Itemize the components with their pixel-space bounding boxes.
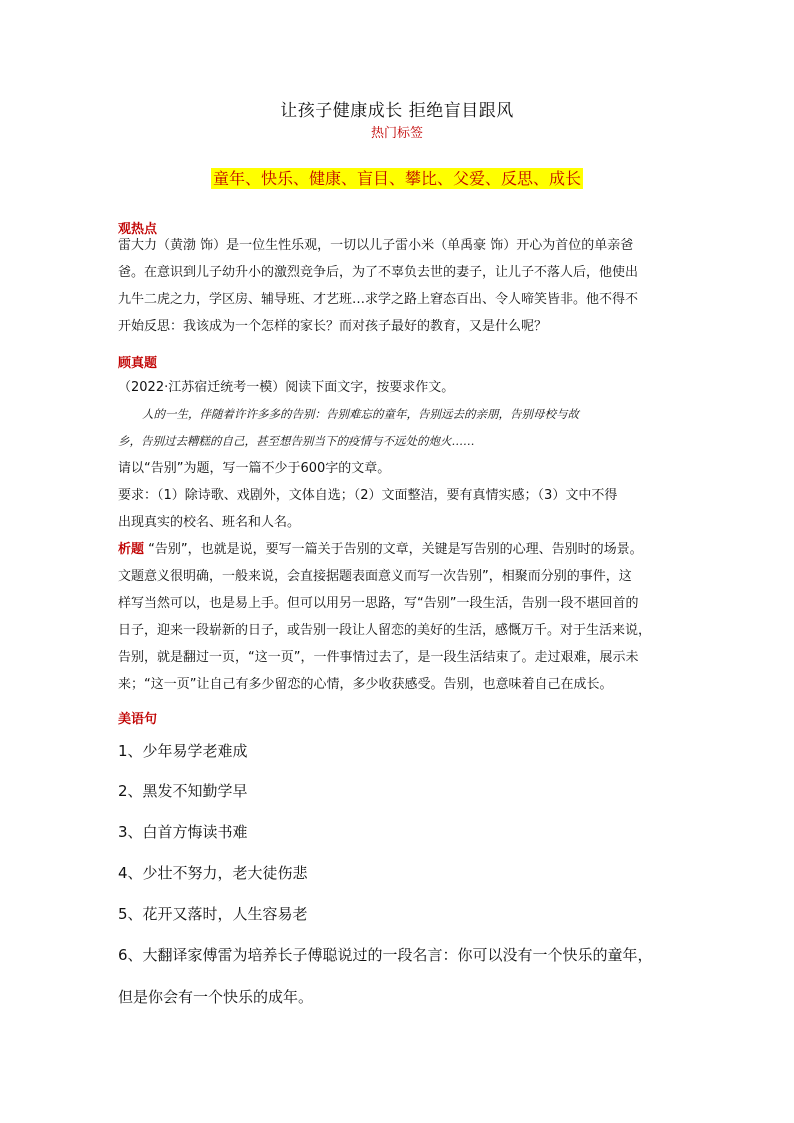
analysis-line: 告别，就是翻过一页，“这一页”，一件事情过去了，是一段生活结束了。走过艰难，展示未 (118, 650, 639, 665)
page-subtitle: 热门标签 (370, 126, 423, 141)
page-title: 让孩子健康成长 拒绝盲目跟风 (280, 101, 514, 121)
analysis-paragraph (118, 536, 678, 698)
viewpoint-heading: 观热点 (118, 222, 158, 237)
quotes-heading: 美语句 (118, 712, 158, 727)
viewpoint-line: 开始反思：我该成为一个怎样的家长？而对孩子最好的教育，又是什么呢？ (118, 319, 548, 334)
analysis-first-line (118, 536, 678, 563)
quote-item: 3、白首方悔读书难 (118, 823, 248, 841)
exam-requirement-line: 要求：（1）除诗歌、戏剧外，文体自选；（2）文面整洁，要有真情实感；（3）文中不得 (118, 488, 618, 503)
quote-item: 6、大翻译家傅雷为培养长子傅聪说过的一段名言：你可以没有一个快乐的童年， (118, 946, 653, 964)
viewpoint-line: 雷大力（黄渤 饰）是一位生性乐观，一切以儿子雷小米（单禹豪 饰）开心为首位的单亲爸 (118, 238, 634, 253)
quote-item: 1、少年易学老难成 (118, 742, 248, 760)
exam-heading: 顾真题 (118, 356, 158, 371)
exam-source-line: （2022·江苏宿迁统考一模）阅读下面文字，按要求作文。 (118, 380, 455, 395)
quote-item: 2、黑发不知勤学早 (118, 782, 248, 800)
exam-quote-line: 人的一生，伴随着许许多多的告别：告别难忘的童年，告别远去的亲朋，告别母校与故 (142, 407, 579, 421)
exam-paragraph (118, 374, 678, 536)
viewpoint-line: 九牛二虎之力，学区房、辅导班、才艺班…求学之路上窘态百出、令人啼笑皆非。他不得不 (118, 292, 639, 307)
viewpoint-line: 爸。在意识到儿子幼升小的激烈竞争后，为了不辜负去世的妻子，让儿子不落人后，他使出 (118, 265, 639, 280)
analysis-line: 样写当然可以，也是易上手。但可以用另一思路，写“告别”一段生活，告别一段不堪回首的 (118, 596, 639, 611)
exam-requirement-line: 出现真实的校名、班名和人名。 (118, 515, 301, 530)
quote-item: 5、花开又落时，人生容易老 (118, 905, 308, 923)
quote-item: 但是你会有一个快乐的成年。 (118, 988, 314, 1006)
analysis-label: 析题 (118, 542, 145, 557)
analysis-line: 来；“这一页”让自己有多少留恋的心情，多少收获感受。告别，也意味着自己在成长。 (118, 677, 613, 692)
analysis-line: 日子，迎来一段崭新的日子，或告别一段让人留恋的美好的生活，感慨万千。对于生活来说， (118, 623, 652, 638)
highlighted-tags: 童年、快乐、健康、盲目、攀比、父爱、反思、成长 (212, 169, 581, 188)
exam-quote-line: 乡，告别过去糟糕的自己，甚至想告别当下的疫情与不远处的炮火…… (118, 434, 475, 448)
viewpoint-paragraph (118, 232, 678, 340)
tag-line (0, 166, 794, 189)
exam-task-line: 请以“告别”为题，写一篇不少于600字的文章。 (118, 461, 391, 476)
analysis-line: 文题意义很明确，一般来说，会直接据题表面意义而写一次告别”，相聚而分别的事件，这 (118, 569, 632, 584)
quote-item: 4、少壮不努力，老大徒伤悲 (118, 864, 308, 882)
analysis-first-text: “告别”，也就是说，要写一篇关于告别的文章，关键是写告别的心理、告别时的场景。 (144, 542, 643, 557)
